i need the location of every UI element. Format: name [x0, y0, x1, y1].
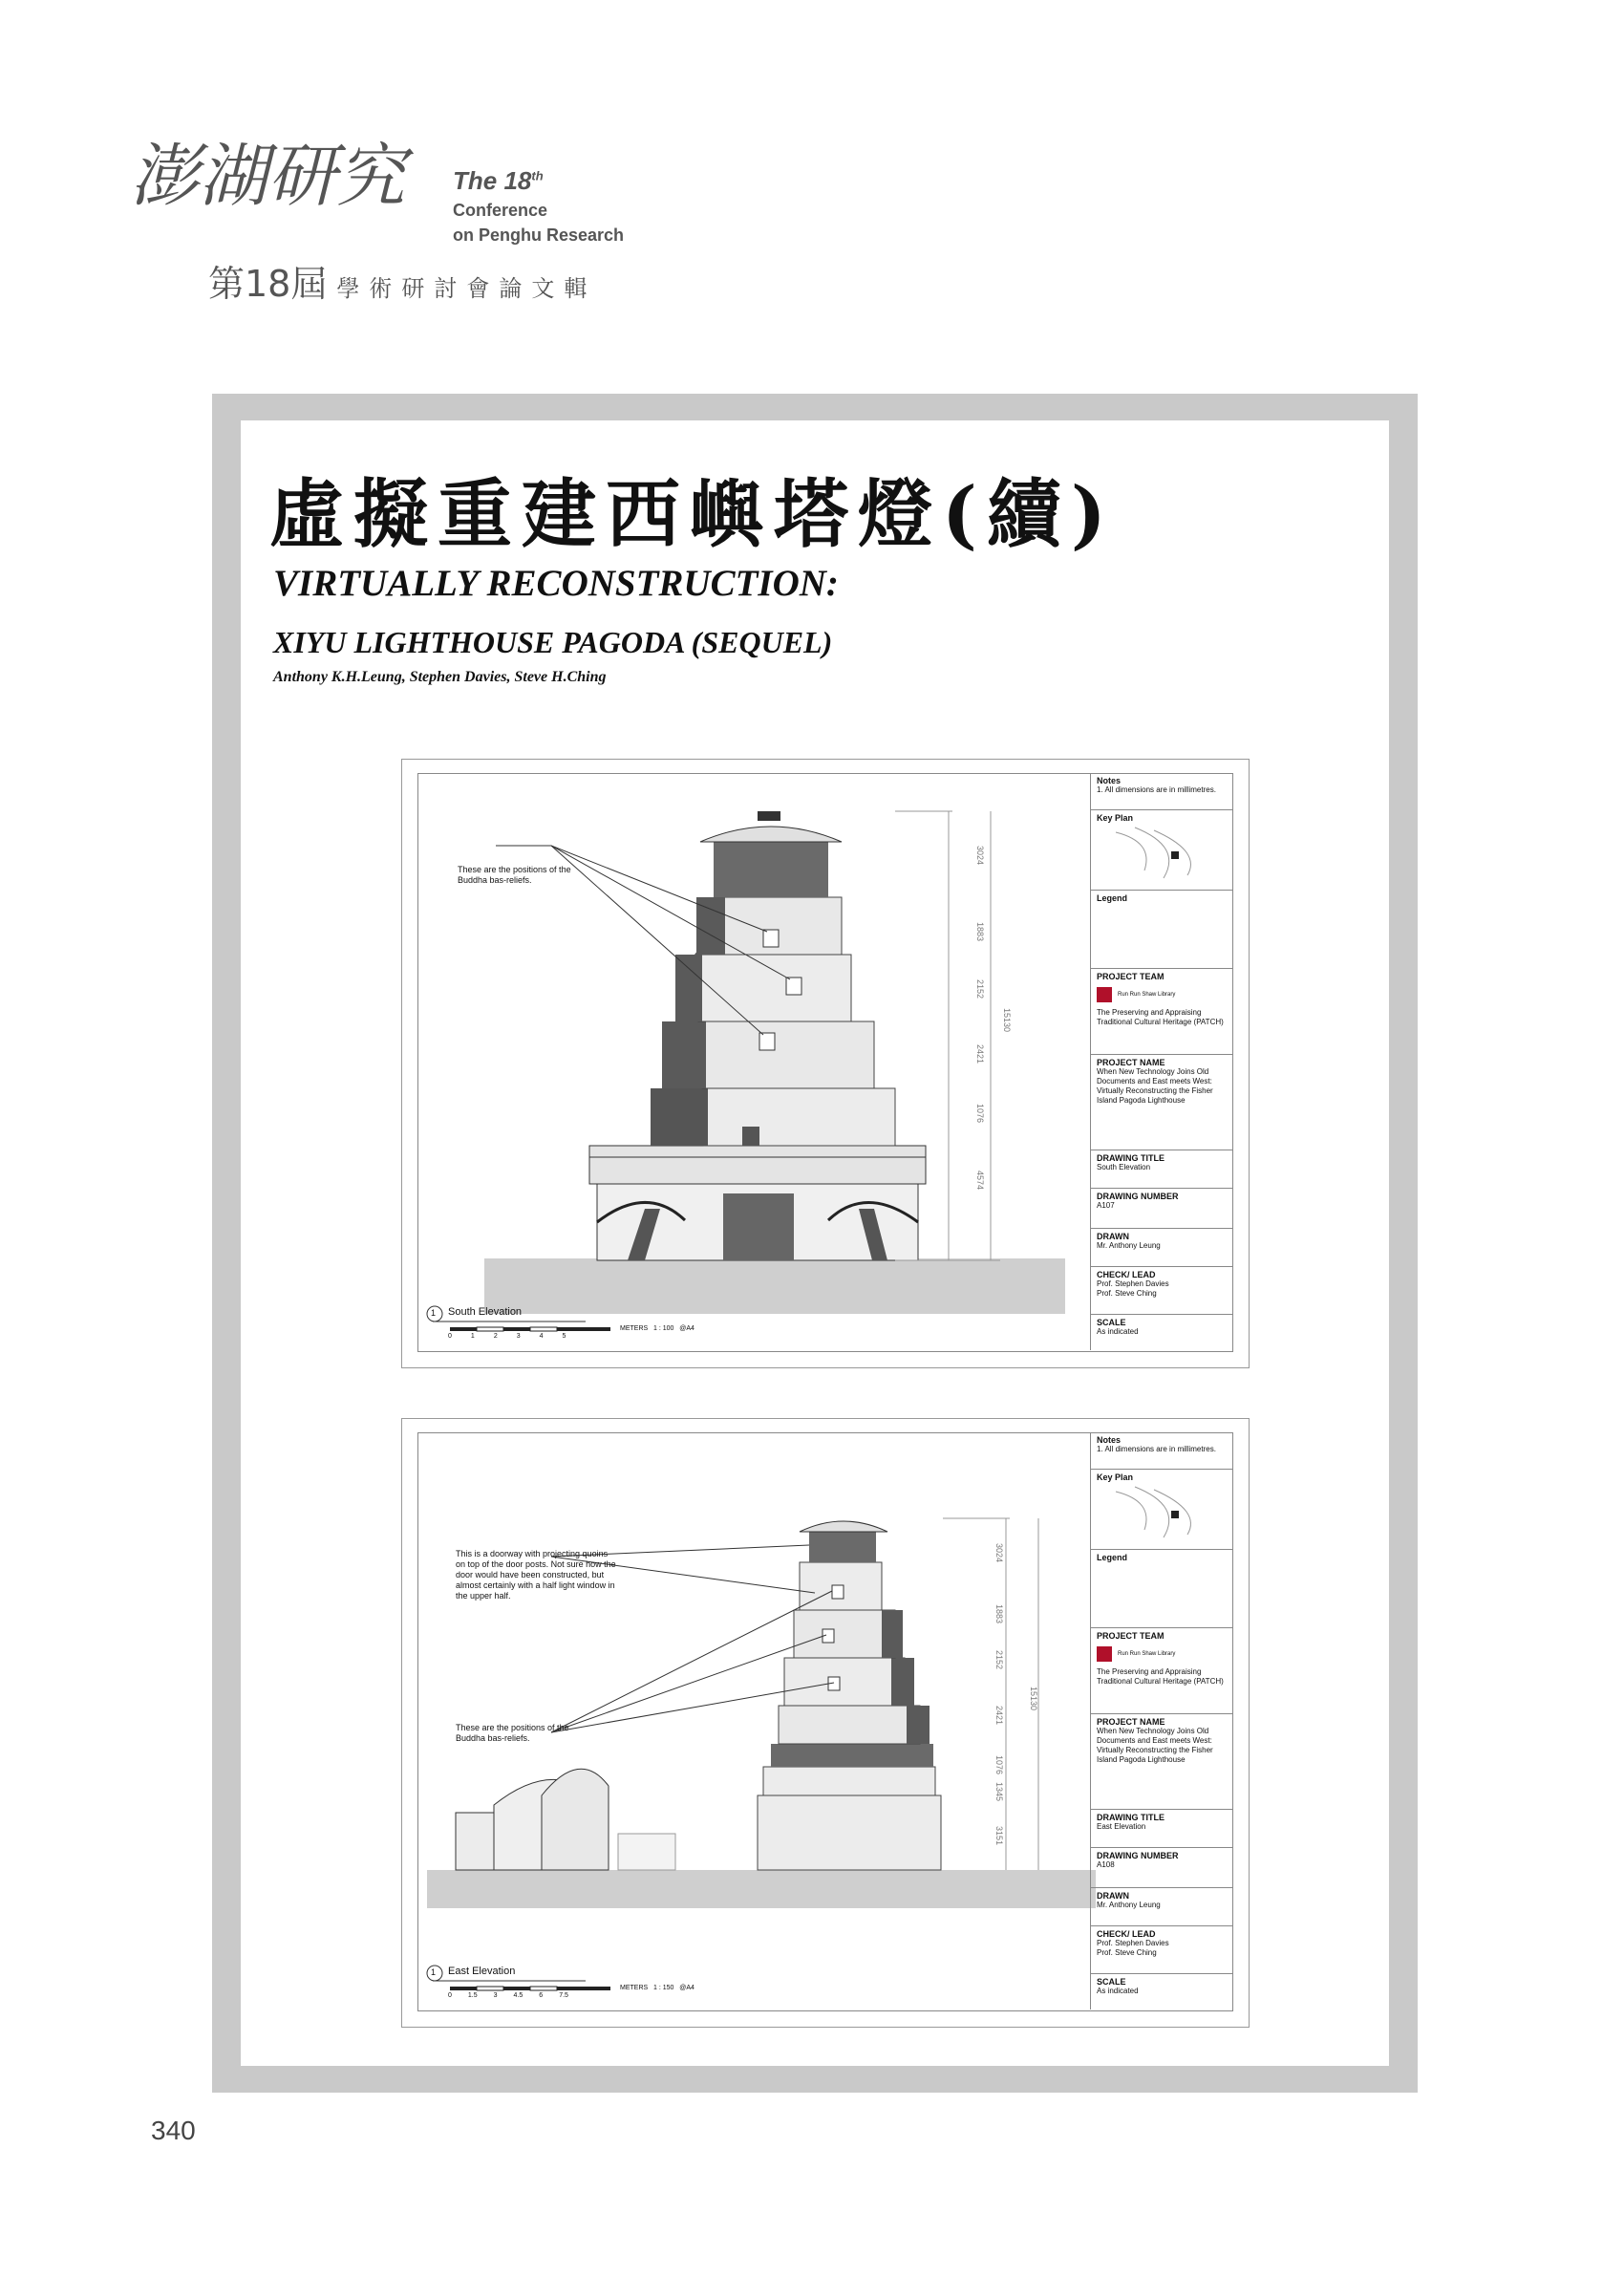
- article-subtitle-en: XIYU LIGHTHOUSE PAGODA (SEQUEL): [273, 625, 833, 659]
- lantern-roof: [800, 1521, 887, 1532]
- scale-seg-4: [530, 1987, 557, 1990]
- journal-title-cjk: 澎湖研究: [130, 136, 406, 216]
- left-wall: [456, 1813, 494, 1870]
- page-number: 340: [151, 2116, 196, 2145]
- scale-seg-1: [450, 1987, 477, 1990]
- scale-seg-4: [530, 1327, 557, 1331]
- tier-1: [704, 1088, 895, 1146]
- tb-check: CHECK/ LEAD Prof. Stephen Davies Prof. Steve Ching: [1091, 1266, 1232, 1314]
- tier-4: [721, 897, 842, 955]
- tier-b: [779, 1706, 920, 1744]
- tb-drawn: DRAWN Mr. Anthony Leung: [1091, 1887, 1232, 1925]
- tb-notes: Notes 1. All dimensions are in millimetres.: [1097, 776, 1216, 794]
- tier-a: [763, 1767, 935, 1795]
- dim-2152: 2152: [975, 979, 985, 999]
- scale-seg-5: [557, 1987, 610, 1990]
- tb-legend: Legend: [1091, 1549, 1232, 1627]
- tb-drawing-title: DRAWING TITLE South Elevation: [1091, 1150, 1232, 1188]
- tier-a-band: [771, 1744, 933, 1767]
- ground-plinth: [484, 1258, 1065, 1314]
- scale-text: METERS 1 : 150 @A4: [620, 1985, 694, 1991]
- base-door: [723, 1193, 794, 1260]
- low-wall: [618, 1834, 675, 1870]
- conference-ordinal: The 18th: [453, 166, 544, 195]
- scale-ticks: 0 1 2 3 4 5: [448, 1333, 566, 1340]
- scale-seg-5: [557, 1327, 610, 1331]
- balustrade: [589, 1146, 926, 1184]
- tb-project-name: PROJECT NAME When New Technology Joins Old Documents and East meets West: Virtually Reconstructing the Fisher Island Pagoda Lighthouse: [1091, 1054, 1232, 1150]
- south-elevation-drawing: [417, 773, 1105, 1352]
- library-logo-icon: [1097, 987, 1112, 1002]
- keyplan-sketch: [1097, 1482, 1221, 1539]
- dim-3024: 3024: [975, 846, 985, 866]
- dim-15130: 15130: [1002, 1008, 1012, 1033]
- gable: [542, 1769, 609, 1870]
- ground-plinth: [427, 1870, 1096, 1908]
- tier-2-shade: [662, 1021, 706, 1088]
- dim-1076: 1076: [975, 1104, 985, 1124]
- dim-1076: 1076: [994, 1755, 1004, 1775]
- title-block: [1090, 1432, 1232, 2009]
- scale-seg-3: [503, 1987, 530, 1990]
- scale-seg-3: [503, 1327, 530, 1331]
- tier-c: [784, 1658, 905, 1706]
- tb-scale: SCALE As indicated: [1091, 1973, 1232, 2009]
- relief-annotation: These are the positions of the Buddha bas-reliefs.: [456, 1723, 569, 1743]
- dim-2421: 2421: [994, 1706, 1004, 1726]
- relief-e: [832, 1585, 844, 1599]
- tier1-door: [742, 1127, 759, 1146]
- scale-text: METERS 1 : 100 @A4: [620, 1325, 694, 1332]
- tier-b-shade: [907, 1706, 930, 1744]
- view-title: South Elevation: [448, 1306, 523, 1318]
- tier-3-shade: [675, 955, 702, 1021]
- dim-2152: 2152: [994, 1650, 1004, 1670]
- relief-3: [763, 930, 779, 947]
- dim-2421: 2421: [975, 1044, 985, 1064]
- tb-scale: SCALE As indicated: [1091, 1314, 1232, 1350]
- dim-15130: 15130: [1029, 1687, 1038, 1711]
- tb-legend: Legend: [1091, 890, 1232, 968]
- tier-d: [794, 1610, 895, 1658]
- scale-seg-2: [477, 1327, 503, 1331]
- scale-seg-2: [477, 1987, 503, 1990]
- lantern-roof: [700, 827, 842, 842]
- tier-1-shade: [651, 1088, 708, 1146]
- dim-3151: 3151: [994, 1826, 1004, 1846]
- scale-ticks: 0 1.5 3 4.5 6 7.5: [448, 1992, 568, 1999]
- dim-1883: 1883: [975, 922, 985, 942]
- keyplan-sketch: [1097, 823, 1221, 880]
- tb-drawing-number: DRAWING NUMBER A108: [1091, 1847, 1232, 1887]
- doorway-annotation: This is a doorway with projecting quoins on top of the door posts. Not sure how the door would have been constructed, but almost certainly with a half light window in the upper half.: [456, 1549, 616, 1601]
- tb-keyplan: Key Plan: [1091, 1469, 1232, 1549]
- lantern: [809, 1528, 876, 1562]
- drawing-sheet-east: [401, 1418, 1250, 2028]
- title-block: [1090, 773, 1232, 1350]
- view-title: East Elevation: [448, 1966, 516, 1977]
- view-number: 1: [431, 1308, 437, 1318]
- conference-name: on Penghu Research: [453, 226, 625, 245]
- relief-annotation: These are the positions of the Buddha bas-reliefs.: [458, 865, 571, 885]
- tier-2: [702, 1021, 874, 1088]
- tb-drawing-number: DRAWING NUMBER A107: [1091, 1188, 1232, 1228]
- tb-project-name: PROJECT NAME When New Technology Joins Old Documents and East meets West: Virtually Reconstructing the Fisher Island Pagoda Lighthouse: [1091, 1713, 1232, 1809]
- tb-team: PROJECT TEAM Run Run Shaw Library The Preserving and Appraising Traditional Cultural Heritage (PATCH): [1091, 968, 1232, 1054]
- tb-check: CHECK/ LEAD Prof. Stephen Davies Prof. Steve Ching: [1091, 1925, 1232, 1973]
- view-number: 1: [431, 1967, 437, 1977]
- tier-d-shade: [882, 1610, 903, 1658]
- tb-drawing-title: DRAWING TITLE East Elevation: [1091, 1809, 1232, 1847]
- dim-3024: 3024: [994, 1543, 1004, 1563]
- dim-1883: 1883: [994, 1604, 1004, 1624]
- dim-4574: 4574: [975, 1171, 985, 1191]
- dim-1345: 1345: [994, 1782, 1004, 1802]
- relief-1: [759, 1033, 775, 1050]
- tb-drawn: DRAWN Mr. Anthony Leung: [1091, 1228, 1232, 1266]
- conference-label: Conference: [453, 201, 548, 220]
- pagoda-base: [758, 1795, 941, 1870]
- tier-c-shade: [891, 1658, 914, 1706]
- lantern-room: [714, 840, 828, 897]
- tb-notes: Notes 1. All dimensions are in millimetres.: [1097, 1435, 1216, 1453]
- tb-keyplan: Key Plan: [1091, 809, 1232, 890]
- tb-team: PROJECT TEAM Run Run Shaw Library The Preserving and Appraising Traditional Cultural Heritage (PATCH): [1091, 1627, 1232, 1713]
- lantern-finial: [758, 811, 780, 821]
- article-authors: Anthony K.H.Leung, Stephen Davies, Steve H.Ching: [273, 669, 607, 685]
- scale-seg-1: [450, 1327, 477, 1331]
- library-logo-icon: [1097, 1646, 1112, 1662]
- drawing-sheet-south: [401, 759, 1250, 1368]
- tier-4-shade: [696, 897, 725, 955]
- tier-3: [698, 955, 851, 1021]
- article-title-en: VIRTUALLY RECONSTRUCTION:: [273, 563, 839, 604]
- article-title-cjk: 虛擬重建西嶼塔燈(續): [269, 471, 1116, 558]
- proceedings-subtitle: 第18屆 學術研討會論文輯: [208, 263, 597, 305]
- relief-2: [786, 978, 801, 995]
